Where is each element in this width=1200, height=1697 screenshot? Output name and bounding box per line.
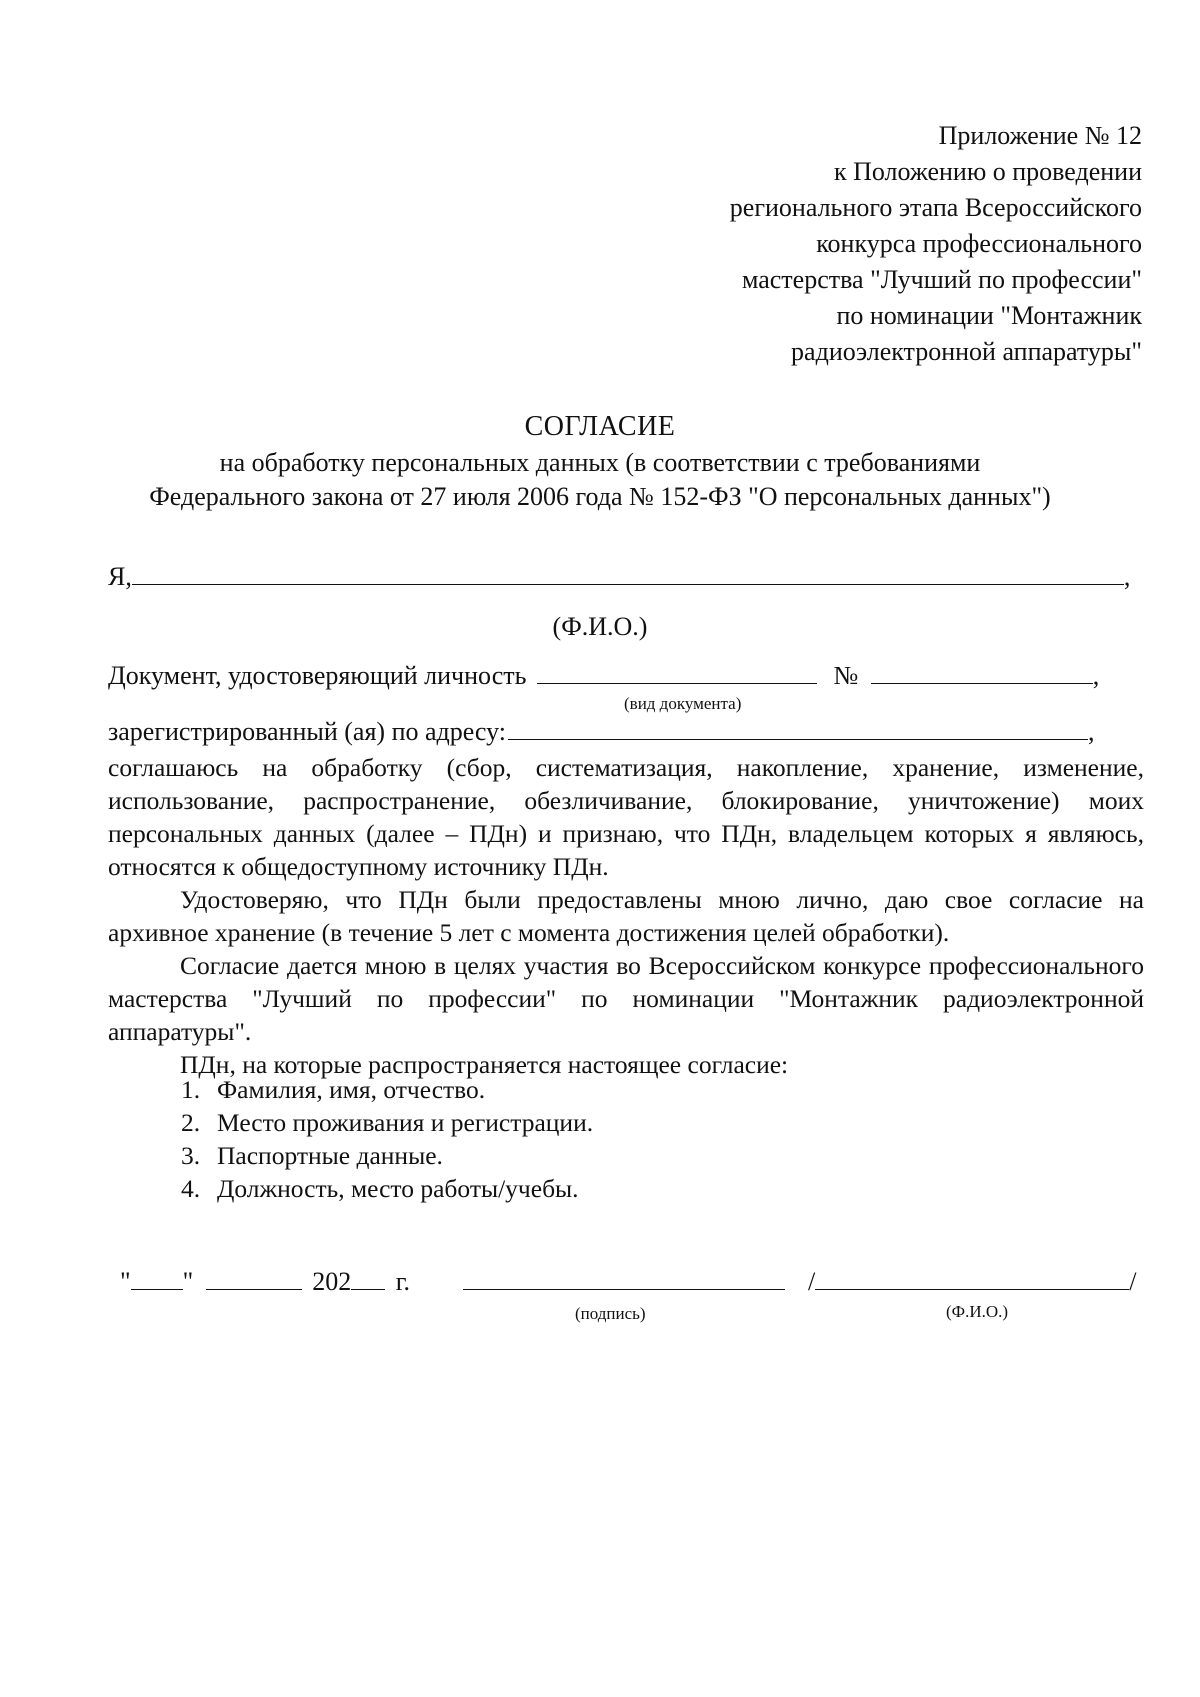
consent-body: [108, 751, 1144, 1081]
paragraph-scope: ПДн, на которые распространяется настоящее согласие:: [180, 1050, 789, 1079]
month-field[interactable]: [206, 1267, 302, 1290]
title-main: СОГЛАСИЕ: [524, 411, 676, 442]
appendix-line: радиоэлектронной аппаратуры": [791, 337, 1142, 366]
document-comma: ,: [1092, 661, 1100, 690]
quote-open: ": [120, 1267, 131, 1296]
slash-close: /: [1129, 1267, 1137, 1296]
document-type-caption: (вид документа): [624, 694, 742, 713]
paragraph-purpose: Согласие дается мною в целях участия во Всероссийском конкурсе профессионального мастерства "Лучший по профессии" по номинации "Монтажник радиоэлектронной аппаратуры".: [108, 951, 1144, 1046]
document-title: [0, 410, 1200, 514]
appendix-line: по номинации "Монтажник: [836, 301, 1142, 330]
appendix-line: Приложение № 12: [938, 121, 1142, 150]
document-label: Документ, удостоверяющий личность: [108, 661, 527, 690]
title-subtitle-line1: на обработку персональных данных (в соответствии с требованиями: [219, 448, 981, 477]
signature-caption: (подпись): [575, 1304, 646, 1323]
appendix-header: [730, 118, 1142, 370]
slash-open: /: [808, 1267, 816, 1296]
document-row: [108, 659, 1099, 693]
address-field[interactable]: [508, 717, 1088, 740]
appendix-line: к Положению о проведении: [833, 157, 1142, 186]
address-row: [108, 715, 1095, 749]
address-label: зарегистрированный (ая) по адресу:: [108, 717, 507, 746]
day-field[interactable]: [131, 1267, 183, 1290]
name-comma: ,: [1123, 562, 1131, 591]
fio-caption: (Ф.И.О.): [552, 612, 648, 641]
paragraph-consent: соглашаюсь на обработку (сбор, систематизация, накопление, хранение, изменение, использование, распространение, обезличивание, блокирование, уничтожение) моих персональных данных (далее – ПДн) и признаю, что ПДн, владельцем которых я являюсь, относятся к общедоступному источнику ПДн.: [108, 753, 1144, 881]
date-block: [120, 1265, 410, 1299]
address-comma: ,: [1088, 717, 1095, 746]
full-name-field[interactable]: [132, 562, 1124, 585]
number-sign: №: [833, 661, 859, 690]
list-item: 3. Паспортные данные.: [181, 1141, 443, 1170]
list-item: 4. Должность, место работы/учебы.: [181, 1174, 579, 1203]
year-prefix: 202: [312, 1267, 352, 1296]
list-item: 1. Фамилия, имя, отчество.: [181, 1075, 486, 1104]
document-type-field[interactable]: [537, 661, 817, 684]
list-item: 2. Место проживания и регистрации.: [181, 1108, 594, 1137]
paragraph-confirmation: Удостоверяю, что ПДн были предоставлены мною лично, даю свое согласие на архивное хранение (в течение 5 лет с момента достижения целей обработки).: [108, 885, 1144, 947]
signature-block: [463, 1265, 785, 1299]
signature-fio-caption: (Ф.И.О.): [946, 1302, 1009, 1321]
document-number-field[interactable]: [871, 661, 1093, 684]
name-row: [108, 560, 1130, 594]
appendix-line: конкурса профессионального: [816, 229, 1142, 258]
title-subtitle-line2: Федерального закона от 27 июля 2006 года № 152-ФЗ "О персональных данных"): [149, 482, 1051, 511]
signature-field[interactable]: [463, 1267, 785, 1290]
appendix-line: регионального этапа Всероссийского: [729, 193, 1142, 222]
appendix-line: мастерства "Лучший по профессии": [741, 265, 1142, 294]
year-suffix: г.: [395, 1267, 410, 1296]
i-prefix: Я,: [108, 562, 132, 591]
pd-list: [181, 1073, 593, 1205]
year-field[interactable]: [351, 1267, 385, 1290]
signature-name-field[interactable]: [815, 1267, 1129, 1290]
fio-sign-block: [808, 1265, 1136, 1299]
quote-close: ": [182, 1267, 194, 1296]
